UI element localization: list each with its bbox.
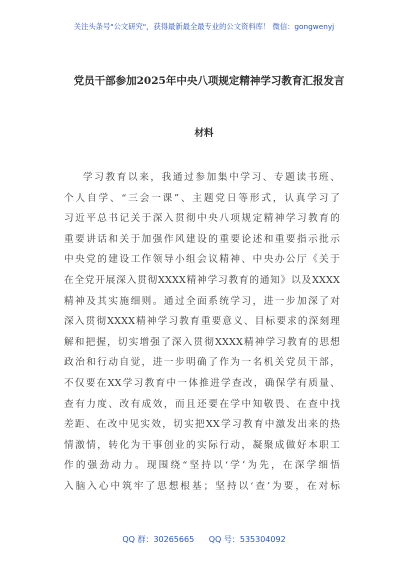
paragraph-line: 重要讲话和关于加强作风建设的重要论述和重要指示批示 xyxy=(64,233,340,245)
paragraph-line: 习近平总书记关于深入贯彻中央八项规定精神学习教育的 xyxy=(64,213,340,225)
document-title: 党员干部参加2025年中央八项规定精神学习教育汇报发言 xyxy=(73,75,345,87)
paragraph-line: 解和把握，切实增强了深入贯彻XXXX精神学习教育的思想 xyxy=(64,336,340,348)
paragraph-line: 中央党的建设工作领导小组会议精神、中央办公厅《关于 xyxy=(64,254,340,266)
paragraph-line: 精神及其实施细则。通过全面系统学习，进一步加深了对 xyxy=(64,295,340,307)
header-notice: 关注头条号"公文研究"，获得最新最全最专业的公文资料库！ 微信：gongwenyj xyxy=(73,22,335,31)
footer-qq-group: QQ 群：30265665 xyxy=(122,535,195,544)
paragraph-line: 不仅要在XX学习教育中一体推进学查改，确保学有质量、 xyxy=(64,377,340,389)
footer-qq-number: QQ 号：535304092 xyxy=(208,535,286,544)
document-subtitle: 材料 xyxy=(194,128,214,139)
footer-contact xyxy=(0,534,408,545)
paragraph-line: 入脑入心中筑牢了思想根基；坚持以‘查’为要，在对标 xyxy=(64,480,340,492)
paragraph-line: 作的强劲动力。现围绕“坚持以‘学’为先，在深学细悟 xyxy=(64,460,340,472)
paragraph-line: 在全党开展深入贯彻XXXX精神学习教育的通知》以及XXXX xyxy=(64,274,340,286)
paragraph-line: 情激情，转化为干事创业的实际行动，凝聚成做好本职工 xyxy=(64,439,340,451)
paragraph-line: 个人自学、“三会一课”、主题党日等形式，认真学习了 xyxy=(64,192,340,204)
paragraph-line: 差距、在改中见实效，切实把XX学习教育中激发出来的热 xyxy=(64,419,340,431)
paragraph-line: 查有力度、改有成效，而且还要在学中知敬畏、在查中找 xyxy=(64,398,340,410)
paragraph-line: 深入贯彻XXXX精神学习教育重要意义、目标要求的深刻理 xyxy=(64,316,340,328)
paragraph-line: 政治和行动自觉，进一步明确了作为一名机关党员干部， xyxy=(64,357,340,369)
body-paragraph xyxy=(64,168,340,498)
paragraph-line: 学习教育以来，我通过参加集中学习、专题读书班、 xyxy=(83,172,340,183)
